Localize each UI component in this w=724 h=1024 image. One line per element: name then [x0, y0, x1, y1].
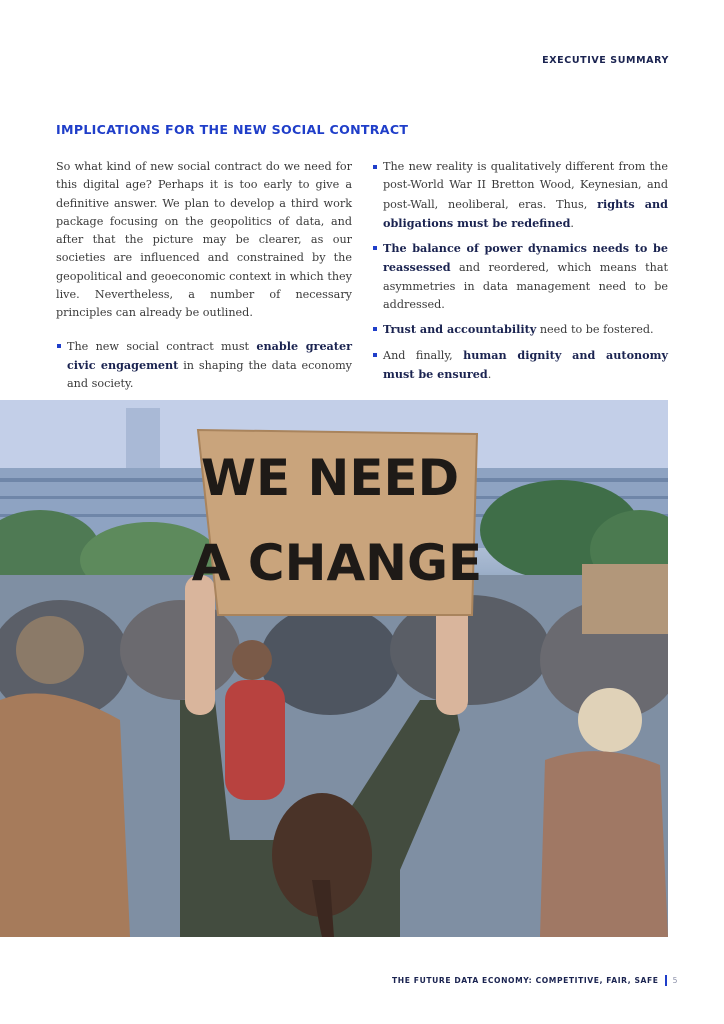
right-column [372, 158, 668, 390]
emphasis-text: enable greater civic engagement [67, 338, 352, 372]
right-bullet-list [372, 158, 668, 384]
emphasis-text: Trust and accountability [383, 322, 537, 337]
page-footer [392, 975, 678, 986]
footer-divider [665, 975, 667, 986]
list-item: Trust and accountability need to be fostered. [372, 320, 668, 339]
list-item: And finally, human dignity and autonomy must be ensured. [372, 346, 668, 385]
bullet-square-icon [373, 165, 377, 169]
bullet-square-icon [373, 246, 377, 250]
protest-photo-illustration [0, 400, 668, 937]
left-column [56, 158, 352, 400]
protest-photo [0, 400, 668, 937]
emphasis-text: human dignity and autonomy must be ensured [383, 347, 668, 381]
page-number: 5 [672, 976, 678, 985]
sign-line-1: WE NEED [200, 449, 460, 507]
section-title: IMPLICATIONS FOR THE NEW SOCIAL CONTRACT [56, 122, 409, 137]
sign-line-2: A CHANGE [191, 534, 483, 592]
list-item: The balance of power dynamics needs to be reassessed and reordered, which means that asymmetries in data management need to be addressed. [372, 239, 668, 314]
bullet-square-icon [373, 327, 377, 331]
bullet-square-icon [57, 344, 61, 348]
list-item: The new reality is qualitatively different from the post-World War II Bretton Wood, Keynesian, and post-Wall, neoliberal, eras. Thus, rights and obligations must be redefined. [372, 158, 668, 233]
left-bullet-list [56, 337, 352, 394]
bullet-square-icon [373, 353, 377, 357]
footer-title: THE FUTURE DATA ECONOMY: COMPETITIVE, FAIR, SAFE [392, 976, 659, 985]
running-header: EXECUTIVE SUMMARY [542, 55, 669, 66]
list-item: The new social contract must enable greater civic engagement in shaping the data economy and society. [56, 337, 352, 394]
emphasis-text: The balance of power dynamics needs to be reassessed [383, 241, 668, 275]
emphasis-text: rights and obligations must be redefined [383, 196, 668, 230]
intro-paragraph: So what kind of new social contract do we need for this digital age? Perhaps it is too early to give a definitive answer. We plan to develop a third work package focusing on the geopolitics of data, and after that the picture may be clearer, as our societies are influenced and constrained by the geopolitical and geoeconomic context in which they live. Nevertheless, a number of necessary principles can already be outlined. [56, 160, 352, 320]
